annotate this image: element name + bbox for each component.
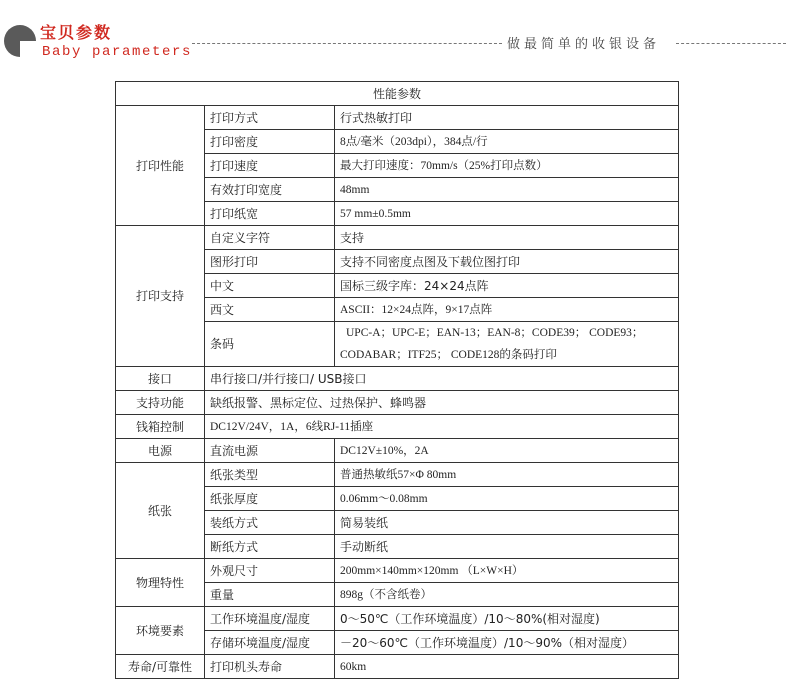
category-reliability: 寿命/可靠性: [116, 655, 205, 679]
item-label: 自定义字符: [205, 226, 335, 250]
item-value: 简易装纸: [335, 511, 679, 535]
item-value: 0.06mm～0.08mm: [335, 487, 679, 511]
item-label: 外观尺寸: [205, 559, 335, 583]
table-row: [116, 559, 679, 583]
slogan: 做最简单的收银设备: [507, 37, 661, 52]
item-value: [335, 322, 679, 367]
item-value: 48mm: [335, 178, 679, 202]
item-label: 打印速度: [205, 154, 335, 178]
item-value: 0～50℃（工作环境温度）/10～80%(相对湿度): [335, 607, 679, 631]
item-label: 打印方式: [205, 106, 335, 130]
category-physical: 物理特性: [116, 559, 205, 607]
category-print-support: 打印支持: [116, 226, 205, 367]
item-label: 装纸方式: [205, 511, 335, 535]
item-value: 支持不同密度点图及下载位图打印: [335, 250, 679, 274]
divider-line-left: [192, 43, 502, 44]
barcode-value-line-2: CODABAR；ITF25； CODE128的条码打印: [340, 349, 557, 361]
item-label: 重量: [205, 583, 335, 607]
item-value: 缺纸报警、黑标定位、过热保护、蜂鸣器: [205, 391, 679, 415]
item-label: 中文: [205, 274, 335, 298]
table-row: [116, 439, 679, 463]
table-row: [116, 367, 679, 391]
item-value: 200mm×140mm×120mm （L×W×H）: [335, 559, 679, 583]
item-value: 串行接口/并行接口/ USB接口: [205, 367, 679, 391]
item-value: 手动断纸: [335, 535, 679, 559]
item-label: 存储环境温度/湿度: [205, 631, 335, 655]
table-row: [116, 607, 679, 631]
category-interface: 接口: [116, 367, 205, 391]
table-row: [116, 463, 679, 487]
category-functions: 支持功能: [116, 391, 205, 415]
section-title-en: Baby parameters: [42, 44, 193, 60]
section-title-cn: 宝贝参数: [40, 23, 113, 42]
item-value: 最大打印速度：70mm/s（25%打印点数）: [335, 154, 679, 178]
table-row: [116, 655, 679, 679]
item-value: 57 mm±0.5mm: [335, 202, 679, 226]
item-label: 纸张厚度: [205, 487, 335, 511]
table-title: 性能参数: [116, 82, 679, 106]
divider-line-right: [676, 43, 786, 44]
barcode-value-line-1: UPC-A；UPC-E；EAN-13；EAN-8；CODE39； CODE93；: [346, 327, 644, 339]
item-label: 条码: [205, 322, 335, 367]
category-paper: 纸张: [116, 463, 205, 559]
item-value: DC12V±10%，2A: [335, 439, 679, 463]
table-row: [116, 106, 679, 130]
item-value: －20～60℃（工作环境温度）/10～90%（相对湿度）: [335, 631, 679, 655]
item-label: 打印密度: [205, 130, 335, 154]
item-label: 西文: [205, 298, 335, 322]
logo-notch: [20, 41, 40, 61]
item-value: 国标三级字库：24×24点阵: [335, 274, 679, 298]
item-value: 8点/毫米（203dpi），384点/行: [335, 130, 679, 154]
spec-table: [115, 81, 679, 679]
item-value: ASCII：12×24点阵，9×17点阵: [335, 298, 679, 322]
item-value: 普通热敏纸57×Φ 80mm: [335, 463, 679, 487]
item-label: 纸张类型: [205, 463, 335, 487]
table-title-row: [116, 82, 679, 106]
table-row: [116, 226, 679, 250]
item-value: 60km: [335, 655, 679, 679]
category-print-performance: 打印性能: [116, 106, 205, 226]
item-label: 直流电源: [205, 439, 335, 463]
item-label: 工作环境温度/湿度: [205, 607, 335, 631]
item-label: 图形打印: [205, 250, 335, 274]
header: [0, 0, 790, 70]
item-label: 打印机头寿命: [205, 655, 335, 679]
item-label: 打印纸宽: [205, 202, 335, 226]
item-label: 有效打印宽度: [205, 178, 335, 202]
item-value: 行式热敏打印: [335, 106, 679, 130]
item-value: DC12V/24V，1A，6线RJ-11插座: [205, 415, 679, 439]
table-row: [116, 391, 679, 415]
category-cash-drawer: 钱箱控制: [116, 415, 205, 439]
table-row: [116, 415, 679, 439]
item-label: 断纸方式: [205, 535, 335, 559]
category-power: 电源: [116, 439, 205, 463]
item-value: 支持: [335, 226, 679, 250]
category-environment: 环境要素: [116, 607, 205, 655]
item-value: 898g（不含纸卷）: [335, 583, 679, 607]
